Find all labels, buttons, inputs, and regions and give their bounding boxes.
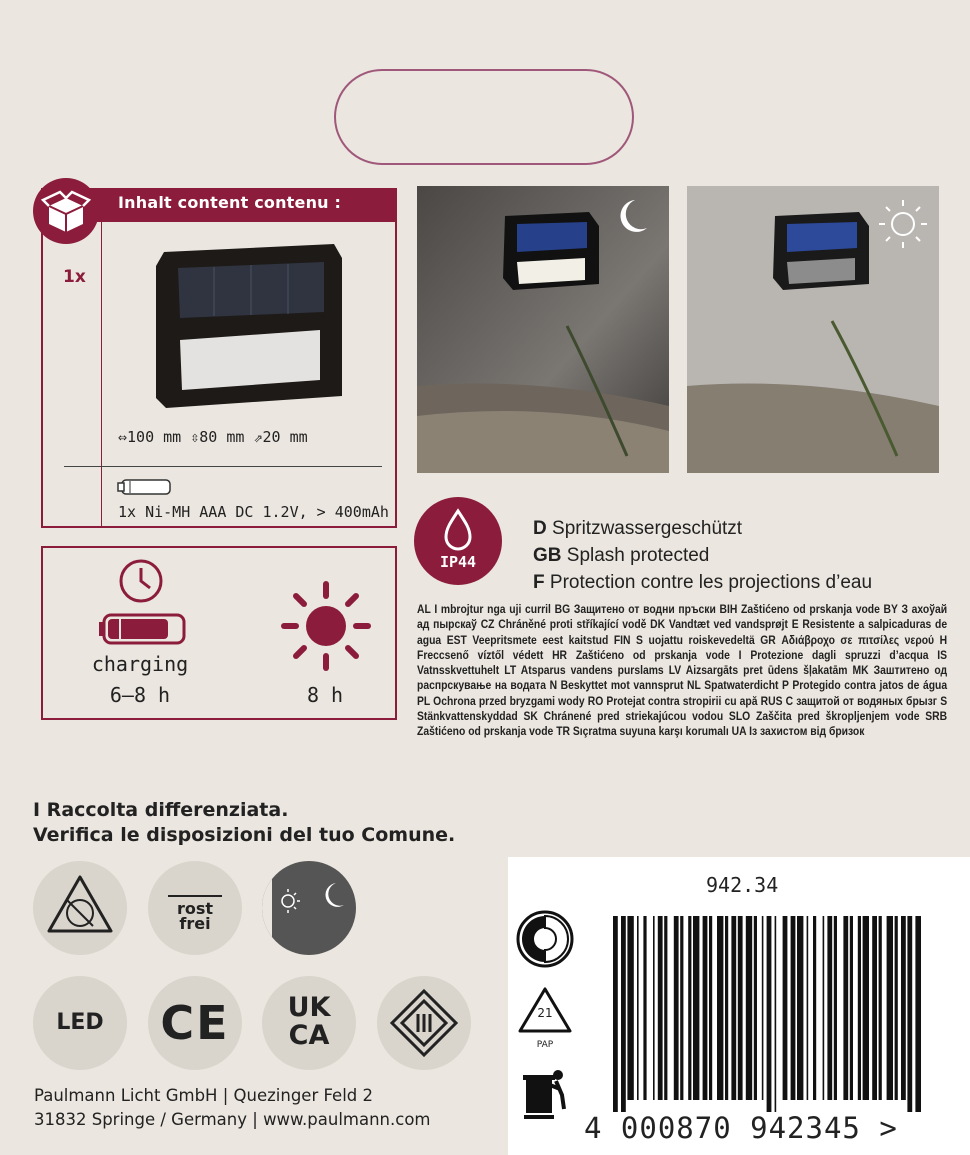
barcode-bar	[807, 916, 809, 1100]
charging-battery-icon	[98, 612, 188, 646]
company-address: Paulmann Licht GmbH | Quezinger Feld 2 31832 Springe / Germany | www.paulmann.com	[34, 1086, 431, 1129]
quantity-label: 1x	[63, 267, 86, 287]
ce-mark: CE	[148, 976, 242, 1070]
barcode-bar	[703, 916, 708, 1100]
ip-multilanguage-text: AL I mbrojtur nga uji curril BG Защитено от водни пръски BIH Zaštićeno od prskanja vode BY З ахоўай ад пырскаў CZ Chráněné proti stříkající vodě DK Vandtæt ved vandsprøjt E Resistente a salpicaduras de agua EST Veepritsmete eest kaitstud FIN S uojattu roiskevedeltä GR Αδιάβροχο σε πιτσίλες νερού H Freccsenő víztől védett HR Zaštićeno od prskanja vode I Protezione dagli spruzzi d’acqua IS Vatnsskvettuhelt LT Atsparus vandens purslams LV Aizsargāts pret ūdens šļakatām MK Заштитено од распрскување на водата N Beskyttet mot vannsprut NL Spatwaterdicht P Protegido contra jatos de água PL Ochrona przed bryzgami wody RO Protejat contra stropirii cu apă RUS С защитой от водяных брызг S Stänkvattenskyddad SK Chránené pred striekajúcou vodou SLO Zaščita pred škropljenjem vode SRB Zaštićeno od prskanja vode TR Sıçratma suyuna karşı korumalı UA Із захистом від бризок	[417, 604, 948, 739]
barcode-bar	[879, 916, 882, 1100]
barcode-bar	[834, 916, 837, 1100]
green-dot-icon	[516, 910, 574, 968]
warning-triangle-icon	[33, 861, 127, 955]
sun-icon	[280, 580, 372, 672]
day-night-sensor-mark	[262, 861, 356, 955]
dimensions-text: ⇔100 mm ⇳80 mm ⇗20 mm	[118, 428, 308, 446]
barcode-bar	[674, 916, 679, 1100]
barcode-bar	[680, 916, 683, 1100]
ean-number: 4 000870 942345 >	[584, 1111, 898, 1145]
barcode-bar	[643, 916, 646, 1100]
barcode-bar	[653, 916, 655, 1100]
divider	[101, 222, 102, 526]
trash-bin-icon	[520, 1065, 570, 1121]
barcode-bar	[754, 916, 757, 1100]
barcode-bar	[738, 916, 743, 1100]
barcode-bar	[797, 916, 803, 1100]
barcode-bar	[613, 916, 618, 1112]
barcode-bar	[887, 916, 893, 1100]
barcode-bar	[843, 916, 848, 1100]
barcode-bar	[746, 916, 752, 1100]
package-icon	[33, 178, 99, 244]
barcode-bar	[658, 916, 663, 1100]
clock-icon	[118, 558, 164, 604]
water-drop-icon	[414, 497, 502, 585]
barcode-bar	[767, 916, 772, 1112]
barcode-bar	[693, 916, 699, 1100]
barcode-bar	[775, 916, 777, 1112]
pap-number: 21	[537, 1006, 553, 1020]
barcode-bar	[731, 916, 736, 1100]
italy-recycling-note: I Raccolta differenziata. Verifica le disposizioni del tuo Comune.	[33, 799, 456, 846]
night-photo	[417, 186, 669, 473]
charging-duration: 6–8 h	[109, 683, 171, 707]
double-diamond-icon	[377, 976, 471, 1070]
barcode-bar	[823, 916, 825, 1100]
barcode-bar	[627, 916, 633, 1100]
ip-line-de: D Spritzwassergeschützt	[533, 518, 743, 539]
barcode-bar	[858, 916, 861, 1100]
pap-label: PAP	[536, 1040, 554, 1050]
barcode-bar	[791, 916, 796, 1100]
barcode-bar	[709, 916, 712, 1100]
rust-free-mark: rost frei	[148, 861, 242, 955]
sun-moon-icon	[262, 861, 356, 955]
divider	[64, 466, 382, 467]
ukca-mark: UK CA	[262, 976, 356, 1070]
barcode-bar	[688, 916, 691, 1100]
ip-line-gb: GB Splash protected	[533, 545, 710, 566]
barcode-bar	[901, 916, 906, 1100]
barcode-bar	[725, 916, 728, 1100]
hang-hole-outline	[333, 68, 635, 166]
barcode-bar	[664, 916, 667, 1100]
barcode-bar	[895, 916, 898, 1100]
battery-spec: 1x Ni-MH AAA DC 1.2V, > 400mAh	[118, 503, 389, 521]
barcode-bar	[850, 916, 853, 1100]
barcode-bar	[813, 916, 816, 1100]
barcode-bar	[872, 916, 877, 1100]
barcode-bar	[827, 916, 832, 1100]
barcode-bar	[907, 916, 912, 1112]
barcode-bar	[762, 916, 764, 1100]
barcode-bar	[621, 916, 626, 1112]
charging-label: charging	[91, 652, 189, 676]
solar-lamp-illustration	[152, 238, 344, 410]
battery-icon	[116, 477, 172, 497]
ip44-badge	[414, 497, 502, 585]
barcode-bar	[863, 916, 869, 1100]
barcode-bar	[783, 916, 788, 1100]
runtime-duration: 8 h	[306, 683, 344, 707]
barcode	[611, 916, 921, 1112]
led-mark: LED	[33, 976, 127, 1070]
class-iii-mark	[377, 976, 471, 1070]
barcode-bar	[637, 916, 639, 1100]
day-photo	[687, 186, 939, 473]
ip-rating: IP44	[439, 553, 477, 571]
article-number: 942.34	[706, 873, 779, 897]
no-disassemble-mark	[33, 861, 127, 955]
barcode-bar	[915, 916, 921, 1112]
ip-line-fr: F Protection contre les projections d’eau	[533, 572, 873, 593]
contents-header: Inhalt content contenu :	[118, 193, 342, 212]
barcode-bar	[717, 916, 723, 1100]
